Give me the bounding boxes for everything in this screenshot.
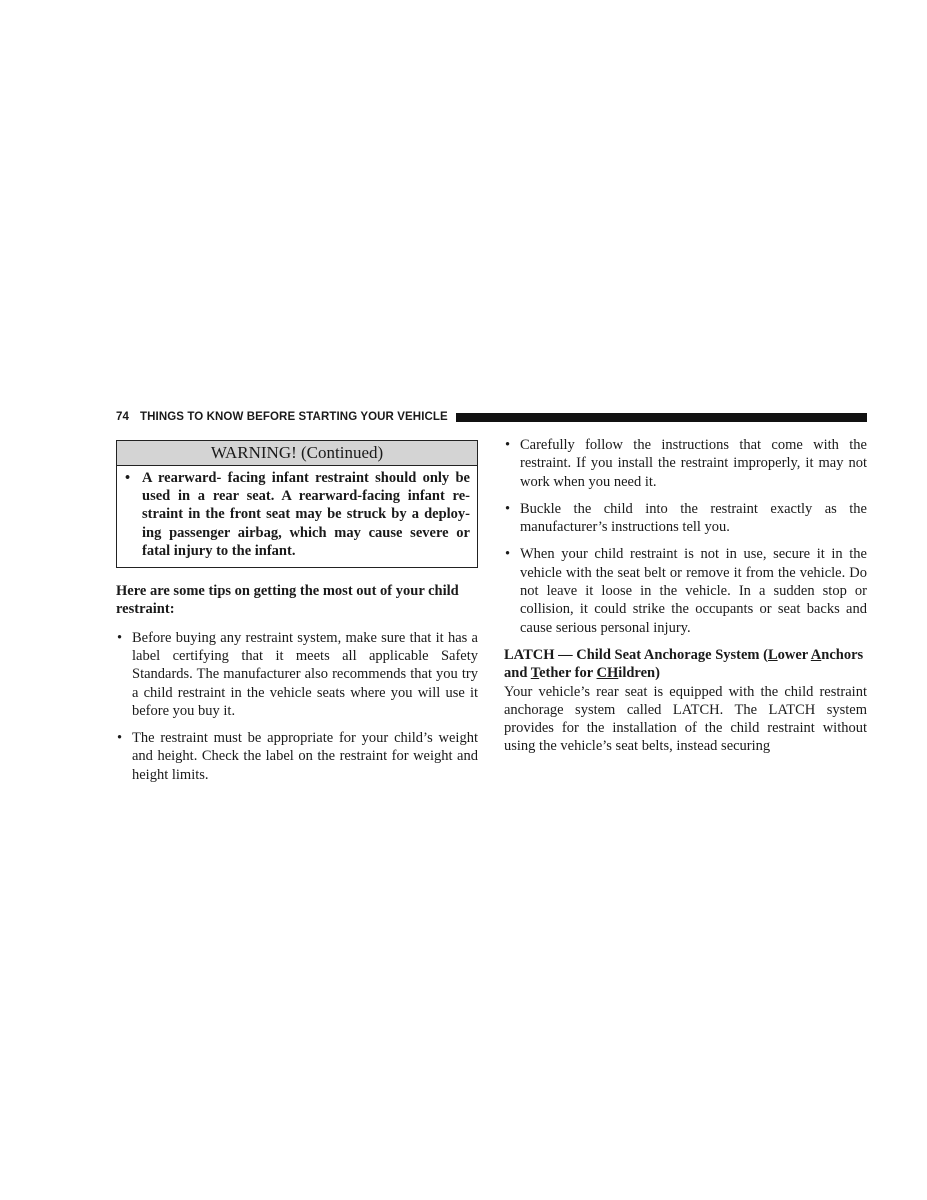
warning-item	[124, 469, 470, 560]
list-item	[116, 729, 478, 784]
bullet-icon: •	[117, 629, 123, 646]
latch-heading-text: nchors and	[504, 646, 864, 682]
warning-list	[124, 469, 470, 560]
section-title: THINGS TO KNOW BEFORE STARTING YOUR VEHICLE	[140, 411, 448, 423]
bullet-icon: •	[125, 470, 131, 486]
list-item	[504, 500, 867, 537]
list-item	[504, 545, 867, 636]
warning-body	[117, 466, 477, 567]
list-item-text: Buckle the child into the restraint exactly as the manufacturer’s instructions tell you.	[520, 500, 867, 536]
left-column	[116, 440, 478, 784]
latch-heading-acronym-letter: CH	[596, 665, 619, 682]
warning-title: WARNING! (Continued)	[117, 441, 477, 466]
right-column	[504, 436, 867, 756]
latch-heading-text: ildren)	[618, 665, 660, 682]
tips-list-right	[504, 436, 867, 637]
tips-list-left	[116, 629, 478, 784]
warning-box	[116, 440, 478, 568]
list-item-text: When your child restraint is not in use, secure it in the vehicle with the seat belt or remove it from the vehicle. Do not leave it loose in the vehicle. In a sudden stop or collision, it could strike the occupants or seat backs and cause serious personal injury.	[520, 546, 867, 636]
latch-body-paragraph: Your vehicle’s rear seat is equipped with the child restraint anchorage system called LATCH. The LATCH system provides for the installation of the child restraint without using the vehicle’s seat belts, instead securing	[504, 683, 867, 755]
header-rule	[456, 413, 867, 422]
latch-heading-text: LATCH — Child Seat Anchorage System (	[504, 646, 768, 663]
latch-heading-acronym-letter: L	[767, 646, 778, 663]
bullet-icon: •	[505, 437, 511, 453]
latch-heading-acronym-letter: A	[810, 646, 822, 663]
latch-heading	[504, 646, 867, 683]
list-item	[504, 436, 867, 491]
latch-heading-acronym-letter: T	[530, 665, 540, 682]
latch-heading-text: ower	[777, 646, 811, 663]
list-item-text: The restraint must be appropriate for your child’s weight and height. Check the label on the restraint for weight and height limits.	[132, 730, 478, 783]
page-number: 74	[116, 411, 129, 423]
bullet-icon: •	[505, 546, 511, 563]
list-item-text: Carefully follow the instructions that come with the restraint. If you install the restraint improperly, it may not work when you need it.	[520, 437, 867, 490]
running-header	[116, 409, 867, 425]
list-item	[116, 629, 478, 720]
tips-intro: Here are some tips on getting the most out of your child restraint:	[116, 583, 459, 618]
latch-heading-text: ether for	[539, 665, 597, 682]
warning-item-text: A rearward- facing infant restraint should only be used in a rear seat. A rearward-facing infant re-straint in the front seat may be struck by a deploy-ing passenger airbag, which may cause severe or fatal injury to the infant.	[142, 470, 470, 559]
bullet-icon: •	[117, 730, 123, 747]
bullet-icon: •	[505, 500, 511, 517]
list-item-text: Before buying any restraint system, make sure that it has a label certifying that it meets all applicable Safety Standards. The manufacturer also recommends that you try a child restraint in the vehicle seats where you will use it before you buy it.	[132, 629, 478, 719]
